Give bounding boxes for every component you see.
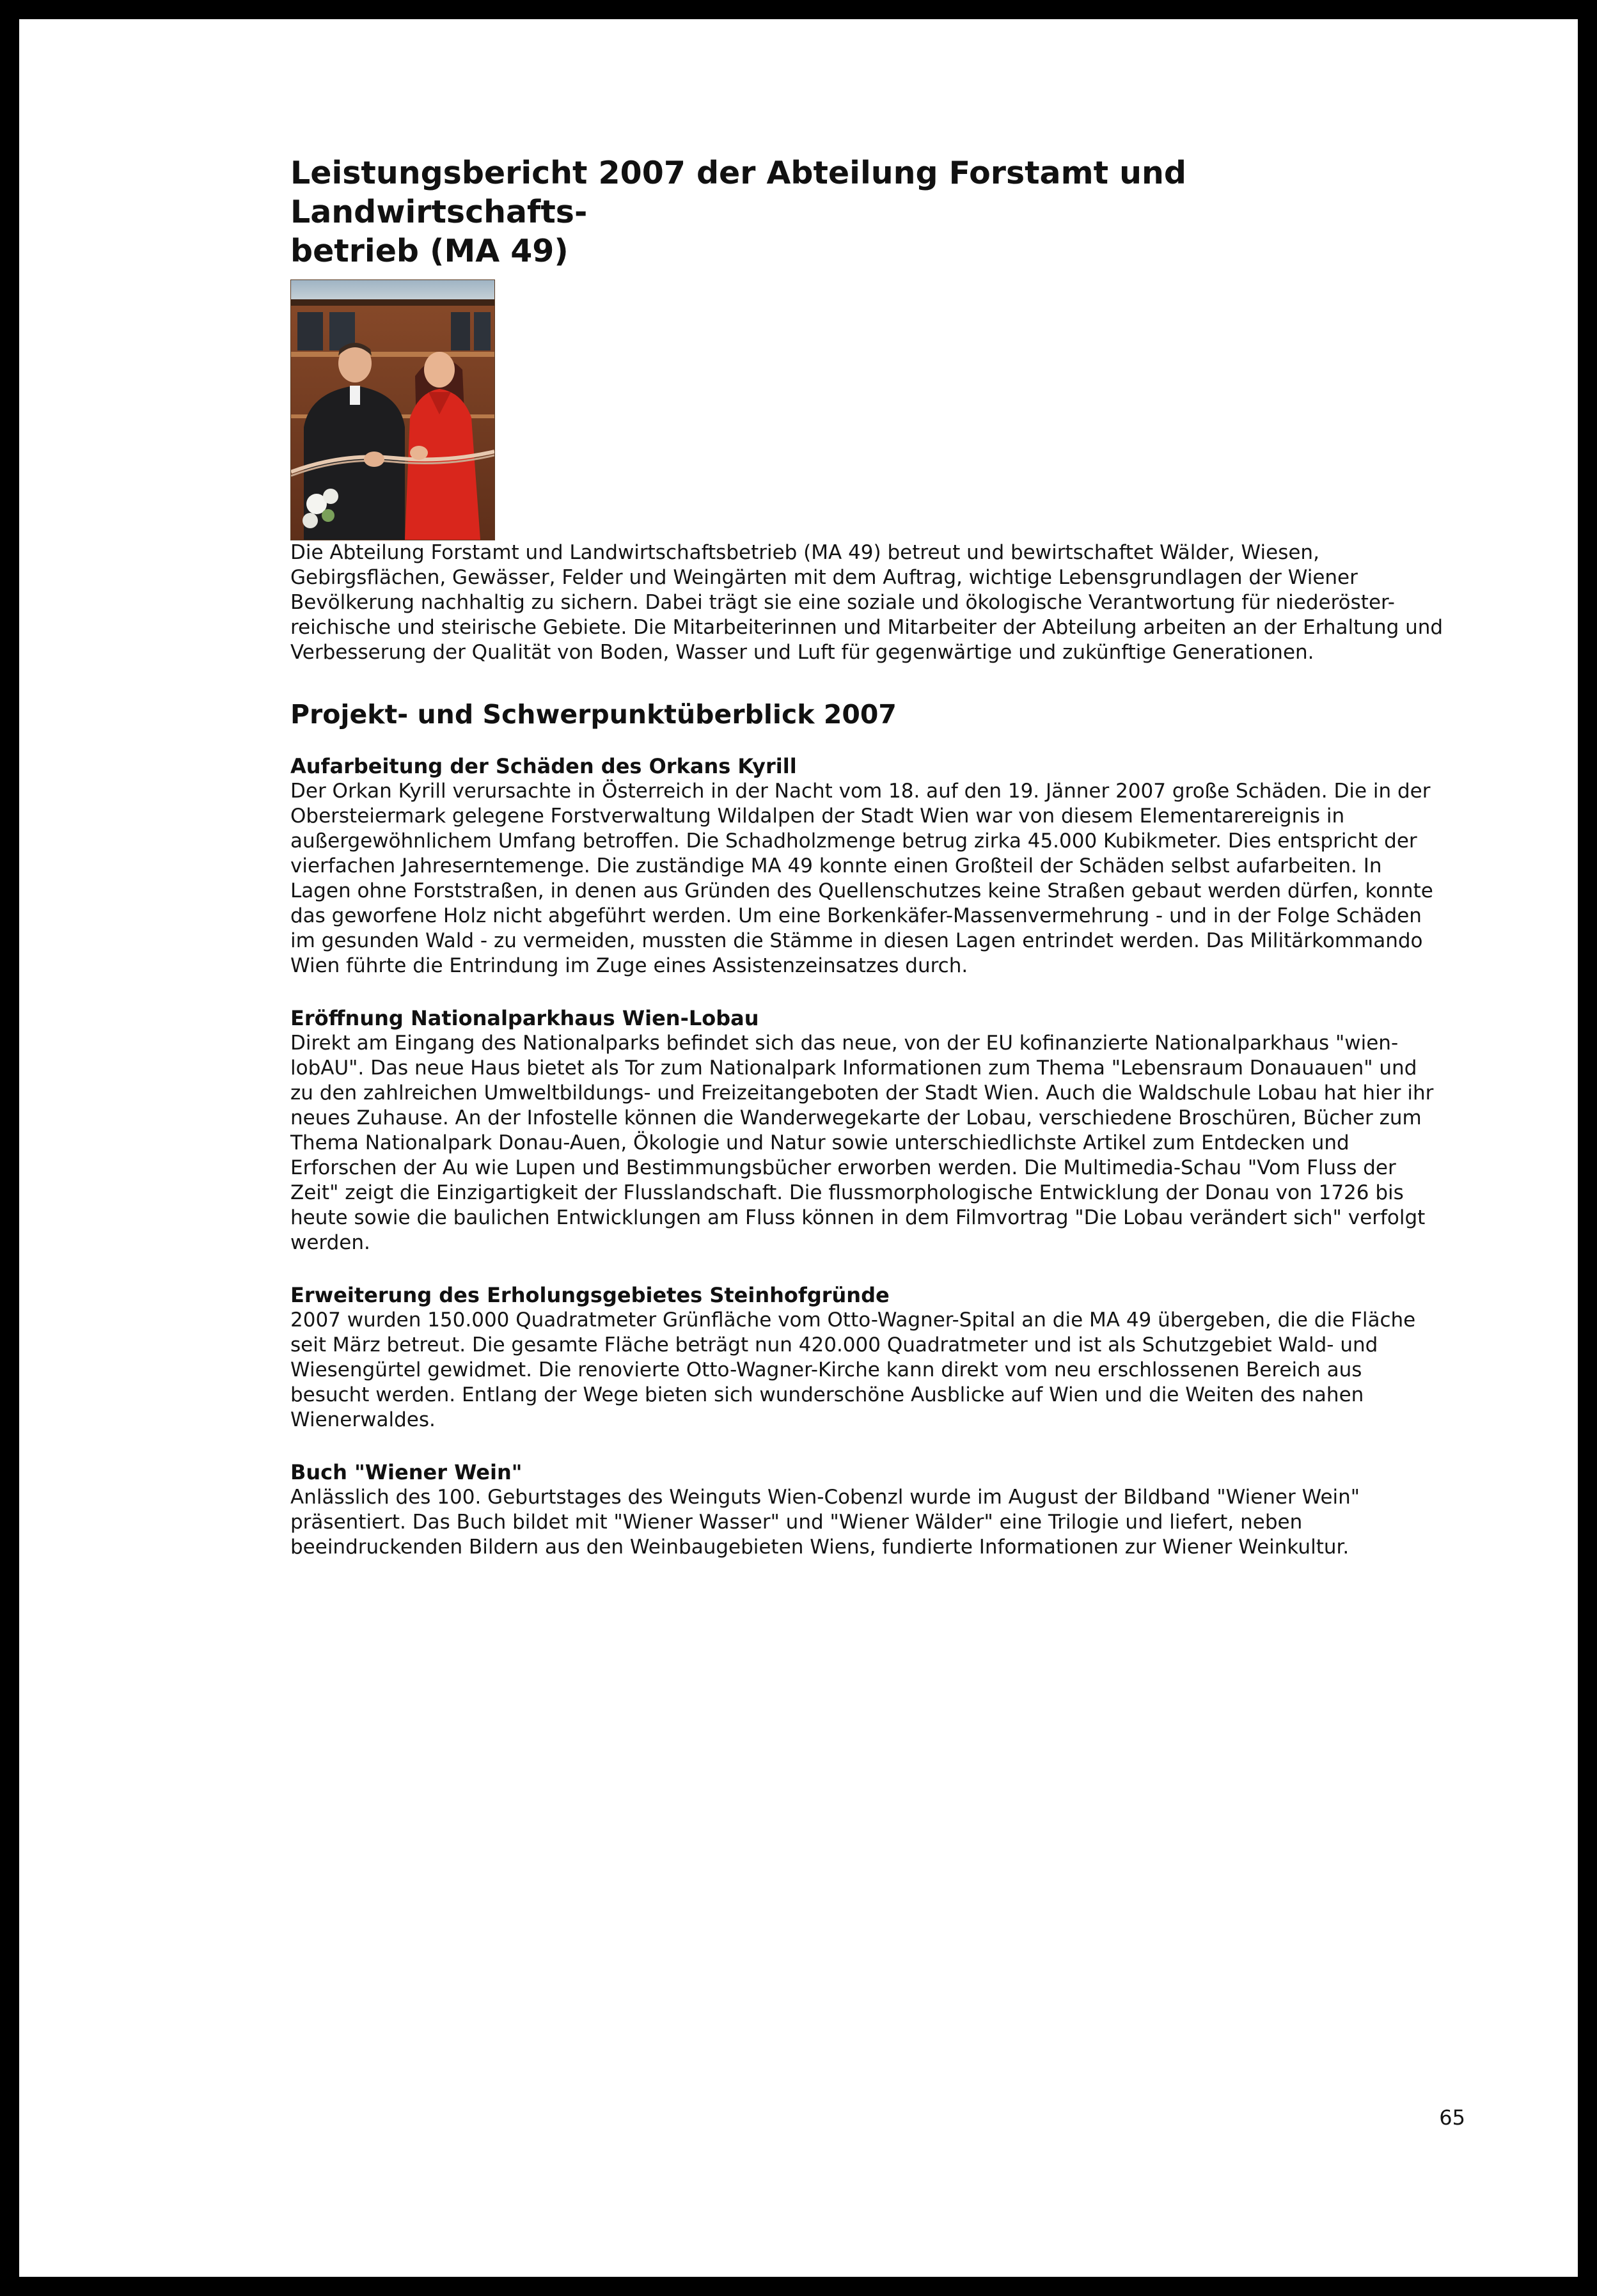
subsection-text-lobau: Direkt am Eingang des Nationalparks befindet sich das neue, von der EU kofinanzierte Nationalparkhaus "wien- lobAU". Das neue Haus bietet als Tor zum Nationalpark Informationen zum Thema "Lebensraum Donauauen" und zu den zahlreichen Umweltbildungs- und Freizeitangeboten der Stadt Wien. Auch die Waldschule Lobau hat hier ihr neues Zuhause. An der Infostelle können die Wanderwegekarte der Lobau, verschiedene Broschüren, Bücher zum Thema Nationalpark Donau-Auen, Ökologie und Natur sowie unterschiedlichste Artikel zum Entdecken und Erforschen der Au wie Lupen und Bestimmungsbücher erworben werden. Die Multimedia-Schau "Vom Fluss der Zeit" zeigt die Einzigartigkeit der Flusslandschaft. Die flussmorphologische Entwicklung der Donau von 1726 bis heute sowie die baulichen Entwicklungen am Fluss können in dem Filmvortrag "Die Lobau verändert sich" verfolgt werden. xyxy=(290,1032,1434,1254)
ribbon-cutting-photo xyxy=(290,279,495,540)
page-title: Leistungsbericht 2007 der Abteilung Forstamt und Landwirtschafts- betrieb (MA 49) xyxy=(290,155,1186,269)
page-content xyxy=(290,153,1493,1560)
subsection-heading-steinhof: Erweiterung des Erholungsgebietes Steinhofgründe xyxy=(290,1283,890,1307)
section-heading: Projekt- und Schwerpunktüberblick 2007 xyxy=(290,699,897,730)
subsection-heading-wein: Buch "Wiener Wein" xyxy=(290,1460,523,1484)
subsection-text-wein: Anlässlich des 100. Geburtstages des Weinguts Wien-Cobenzl wurde im August der Bildband "Wiener Wein" präsentiert. Das Buch bildet mit "Wiener Wasser" und "Wiener Wälder" eine Trilogie und liefert, neben beeindruckenden Bildern aus den Weinbaugebieten Wiens, fundierte Informationen zur Wiener Weinkultur. xyxy=(290,1486,1360,1559)
photo-illustration xyxy=(291,280,494,540)
subsection-heading-lobau: Eröffnung Nationalparkhaus Wien-Lobau xyxy=(290,1006,759,1030)
subsection-heading-kyrill: Aufarbeitung der Schäden des Orkans Kyrill xyxy=(290,754,797,778)
intro-paragraph: Die Abteilung Forstamt und Landwirtschaftsbetrieb (MA 49) betreut und bewirtschaftet Wälder, Wiesen, Gebirgsflächen, Gewässer, Felder und Weingärten mit dem Auftrag, wichtige Lebensgrundlagen der Wiener Bevölkerung nachhaltig zu sichern. Dabei trägt sie eine soziale und ökologische Verantwortung für niederöster- reichische und steirische Gebiete. Die Mitarbeiterinnen und Mitarbeiter der Abteilung arbeiten an der Erhaltung und Verbesserung der Qualität von Boden, Wasser und Luft für gegenwärtige und zukünftige Generationen. xyxy=(290,541,1444,664)
page-number: 65 xyxy=(1439,2105,1465,2130)
document-page xyxy=(19,19,1578,2277)
subsection-text-steinhof: 2007 wurden 150.000 Quadratmeter Grünfläche vom Otto-Wagner-Spital an die MA 49 übergeben, die die Fläche seit März betreut. Die gesamte Fläche beträgt nun 420.000 Quadratmeter und ist als Schutzgebiet Wald- und Wiesengürtel gewidmet. Die renovierte Otto-Wagner-Kirche kann direkt vom neu erschlossenen Bereich aus besucht werden. Entlang der Wege bieten sich wunderschöne Ausblicke auf Wien und die Weiten des nahen Wienerwaldes. xyxy=(290,1309,1416,1431)
subsection-text-kyrill: Der Orkan Kyrill verursachte in Österreich in der Nacht vom 18. auf den 19. Jänner 2007 große Schäden. Die in der Obersteiermark gelegene Forstverwaltung Wildalpen der Stadt Wien war von diesem Elementarereignis in außergewöhnlichem Umfang betroffen. Die Schadholzmenge betrug zirka 45.000 Kubikmeter. Dies entspricht der vierfachen Jahreserntemenge. Die zuständige MA 49 konnte einen Großteil der Schäden selbst aufarbeiten. In Lagen ohne Forststraßen, in denen aus Gründen des Quellenschutzes keine Straßen gebaut werden dürfen, konnte das geworfene Holz nicht abgeführt werden. Um eine Borkenkäfer-Massenvermehrung - und in der Folge Schäden im gesunden Wald - zu vermeiden, mussten die Stämme in diesen Lagen entrindet werden. Das Militärkommando Wien führte die Entrindung im Zuge eines Assistenzeinsatzes durch. xyxy=(290,780,1433,977)
